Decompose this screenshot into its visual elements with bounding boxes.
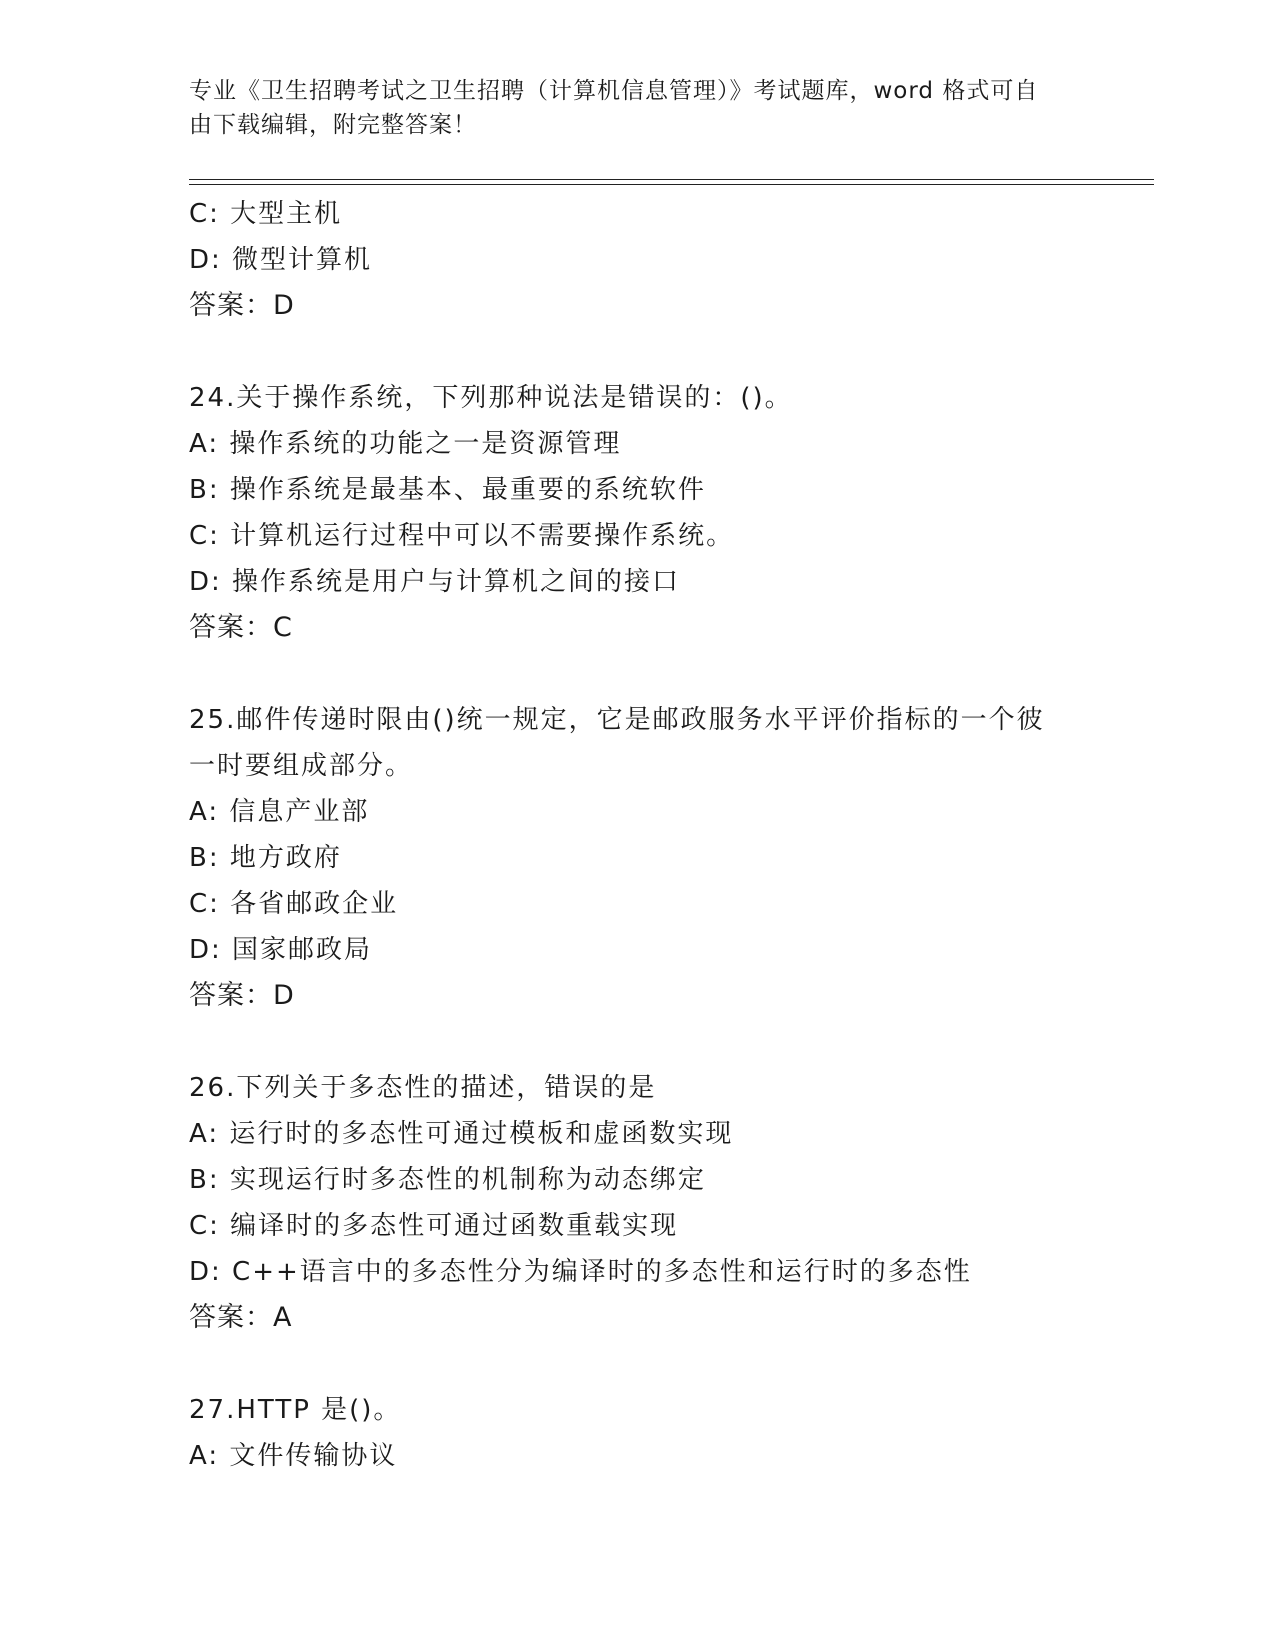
question-list [189,191,1089,1479]
question-text-line-1: 25.邮件传递时限由()统一规定，它是邮政服务水平评价指标的一个彼 [189,705,1045,735]
answer: 答案：C [189,612,293,643]
header-divider-top [189,179,1154,180]
option-b: B: 操作系统是最基本、最重要的系统软件 [189,475,706,505]
question-text: 24.关于操作系统，下列那种说法是错误的：()。 [189,383,793,413]
answer: 答案：D [189,980,295,1011]
spacer [189,1341,1089,1387]
option-d: D: 微型计算机 [189,245,373,275]
option-a: A: 信息产业部 [189,797,370,827]
document-header [189,74,1069,142]
spacer [189,1019,1089,1065]
question-text-line-2: 一时要组成部分。 [189,751,414,781]
spacer [189,329,1089,375]
option-b: B: 实现运行时多态性的机制称为动态绑定 [189,1165,706,1195]
option-d: D: C++语言中的多态性分为编译时的多态性和运行时的多态性 [189,1257,972,1287]
option-c: C: 各省邮政企业 [189,889,399,919]
spacer [189,651,1089,697]
question-27 [189,1387,1089,1479]
option-d: D: 操作系统是用户与计算机之间的接口 [189,567,681,597]
question-text: 26.下列关于多态性的描述，错误的是 [189,1073,657,1103]
option-d: D: 国家邮政局 [189,935,373,965]
question-25 [189,697,1089,1019]
question-26 [189,1065,1089,1341]
option-c: C: 计算机运行过程中可以不需要操作系统。 [189,521,735,551]
option-a: A: 操作系统的功能之一是资源管理 [189,429,622,459]
option-a: A: 运行时的多态性可通过模板和虚函数实现 [189,1119,734,1149]
answer: 答案：A [189,1302,293,1333]
header-line-1: 专业《卫生招聘考试之卫生招聘（计算机信息管理）》考试题库，word 格式可自 [189,78,1039,104]
option-c: C: 大型主机 [189,199,343,229]
answer: 答案：D [189,290,295,321]
question-text: 27.HTTP 是()。 [189,1395,402,1425]
option-c: C: 编译时的多态性可通过函数重载实现 [189,1211,679,1241]
header-divider-bottom [189,184,1154,185]
question-24 [189,375,1089,651]
option-a: A: 文件传输协议 [189,1441,398,1471]
option-b: B: 地方政府 [189,843,342,873]
question-23-tail [189,191,1089,329]
header-line-2: 由下载编辑，附完整答案！ [189,112,477,138]
